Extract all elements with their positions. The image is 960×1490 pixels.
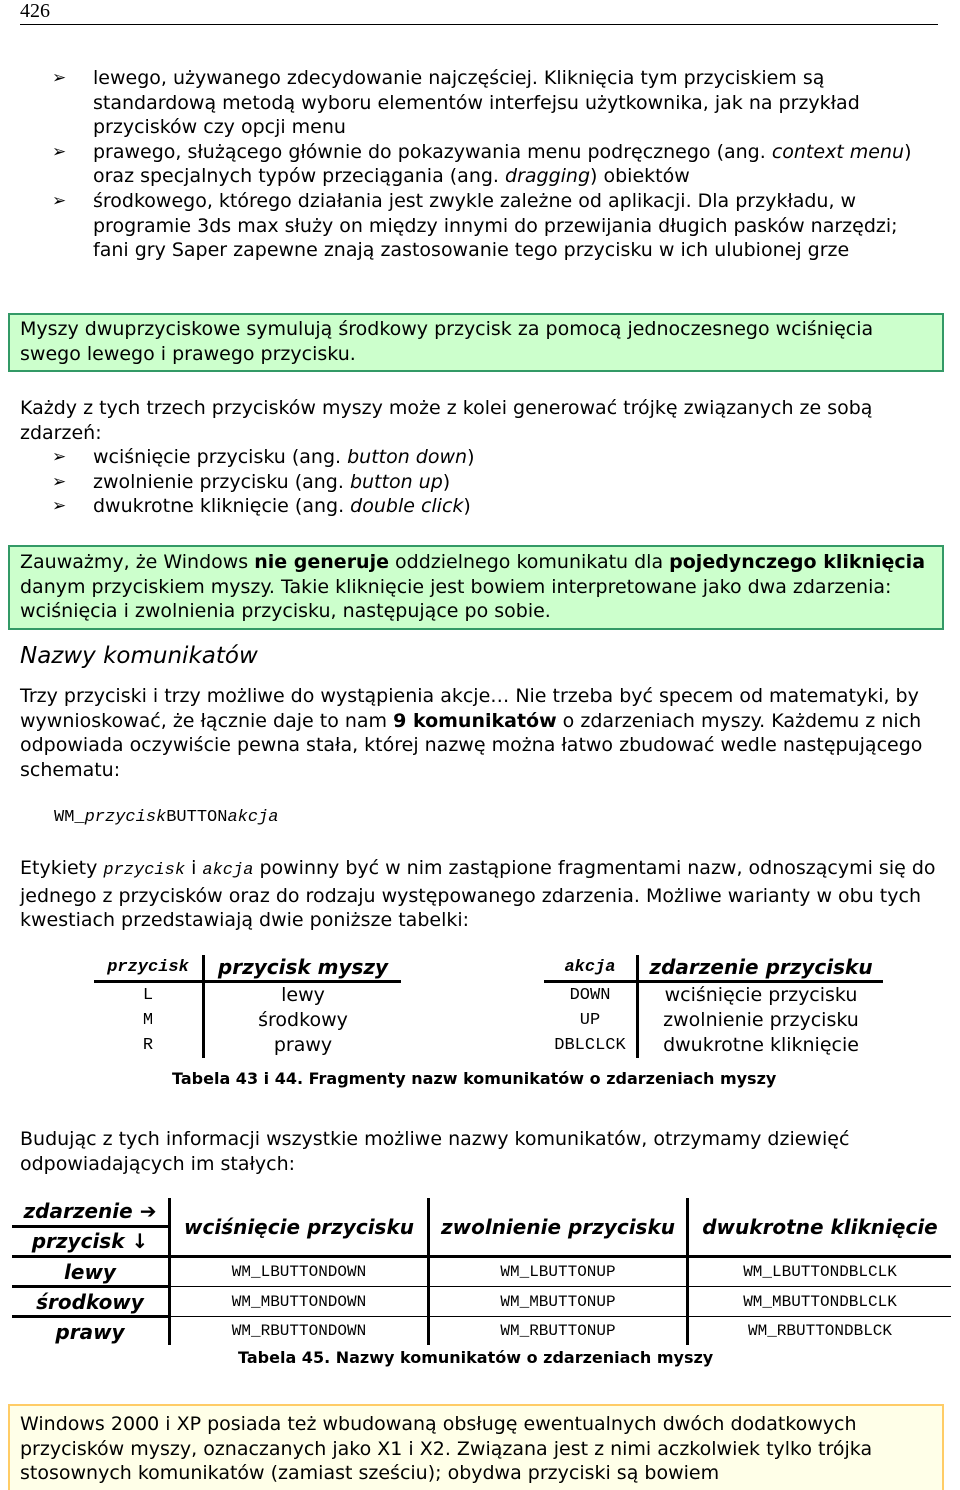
list-item-text: wciśnięcie przycisku (ang. [93, 446, 348, 468]
row-label: prawy [12, 1317, 170, 1346]
paragraph-text: Trzy przyciski i trzy możliwe do wystąpienia akcje… Nie trzeba być specem od matematyki, by wywnioskować, że łącznie daje to nam [20, 685, 919, 732]
section-paragraph [20, 684, 940, 782]
note-single-click [8, 545, 944, 630]
caption-table-45: Tabela 45. Nazwy komunikatów o zdarzeniach myszy [238, 1348, 714, 1367]
list-item-text: dwukrotne kliknięcie (ang. [93, 495, 351, 518]
table-cell: prawy [204, 1033, 402, 1058]
list-item [52, 66, 932, 140]
table-header: zwolnienie przycisku [429, 1198, 688, 1257]
section-title: Nazwy komunikatów [20, 643, 258, 669]
table-header: akcja [544, 955, 638, 982]
arrow-bullet-icon: ➢ [52, 496, 67, 517]
table-header-row [544, 955, 883, 982]
table-cell: R [142, 1036, 154, 1055]
table-corner [12, 1198, 170, 1257]
table-cell: WM_MBUTTONUP [429, 1287, 688, 1317]
list-item-text: ) oraz specjalnych typów przeciągania (ang. [93, 140, 912, 188]
list-item-text: zwolnienie przycisku (ang. [93, 470, 350, 493]
table-cell: zwolnienie przycisku [638, 1008, 884, 1033]
paragraph-emphasis: 9 komunikatów [393, 709, 557, 732]
table-header: wciśnięcie przycisku [170, 1198, 429, 1257]
table-row [94, 1008, 401, 1033]
page-number: 426 [20, 0, 50, 22]
arrow-bullet-icon: ➢ [52, 471, 67, 492]
arrow-bullet-icon: ➢ [52, 190, 67, 211]
arrow-down-icon: ↓ [131, 1229, 149, 1253]
caption-tables-43-44: Tabela 43 i 44. Fragmenty nazw komunikatów o zdarzeniach myszy [172, 1069, 777, 1088]
arrow-right-icon: ➔ [139, 1199, 157, 1223]
table-header: zdarzenie przycisku [638, 955, 884, 982]
arrow-bullet-icon: ➢ [52, 68, 67, 88]
table-header: dwukrotne kliknięcie [688, 1198, 952, 1257]
note-two-button-mouse [8, 313, 944, 372]
list-item-text: lewego, używanego zdecydowanie najczęściej. Kliknięcia tym przyciskiem są standardową metodą wyboru elementów interfejsu użytkownika, jak na przykład przycisków czy opcji menu [93, 67, 860, 139]
schema-placeholder: przycisk [84, 808, 167, 827]
corner-label-button: przycisk [31, 1229, 125, 1253]
table-cell: WM_LBUTTONDOWN [170, 1257, 429, 1287]
table-cell: DOWN [569, 986, 611, 1005]
schema-placeholder: akcja [227, 808, 279, 827]
table-actions [544, 955, 883, 1058]
note-text: Myszy dwuprzyciskowe symulują środkowy przycisk za pomocą jednoczesnego wciśnięcia swego lewego i prawego przycisku. [20, 318, 874, 365]
note-text: Windows 2000 i XP posiada też wbudowaną obsługę ewentualnych dwóch dodatkowych przycisków myszy, oznaczanych jako X1 i X2. Związana jest z nimi aczkolwiek tylko trójka stosownych komunikatów (zamiast sześciu); obydwa przyciski są bowiem [20, 1413, 873, 1485]
row-label: środkowy [12, 1287, 170, 1317]
table-cell: lewy [204, 982, 402, 1009]
table-cell: WM_RBUTTONDOWN [170, 1317, 429, 1346]
table-header-row [12, 1198, 951, 1257]
table-header: przycisk [94, 955, 204, 982]
paragraph-text: powinny być w nim zastąpione fragmentami nazw, odnoszącymi się do jednego z przycisków oraz do rodzaju występowanego zdarzenia. Możliwe warianty w obu tych kwestiach przedstawiają dwie poniższe tabelki: [20, 857, 936, 932]
table-header-row [94, 955, 401, 982]
table-row [12, 1317, 951, 1346]
schema-part: WM_ [54, 808, 85, 827]
table-cell: dwukrotne kliknięcie [638, 1033, 884, 1058]
paragraph-text: i [185, 857, 203, 879]
table-cell: WM_RBUTTONUP [429, 1317, 688, 1346]
list-item [52, 140, 932, 189]
table-row [94, 1033, 401, 1058]
table-cell: wciśnięcie przycisku [638, 982, 884, 1009]
list-item [52, 445, 932, 470]
note-emphasis: nie generuje [254, 551, 389, 573]
list-item-text: ) [442, 470, 451, 493]
events-intro: Każdy z tych trzech przycisków myszy może z kolei generować trójkę związanych ze sobą zdarzeń: [20, 397, 873, 444]
list-item-text: środkowego, którego działania jest zwykle zależne od aplikacji. Dla przykładu, w programie 3ds max służy on między innymi do przewijania długich pasków narzędzi; fani gry Saper zapewne znają zastosowanie tego przycisku w ich ulubionej grze [93, 189, 898, 262]
arrow-bullet-icon: ➢ [52, 447, 67, 467]
table-cell: WM_LBUTTONUP [429, 1257, 688, 1287]
mouse-button-list [52, 66, 932, 263]
term-english: button down [347, 446, 468, 468]
table-header: przycisk myszy [204, 955, 402, 982]
build-paragraph: Budując z tych informacji wszystkie możliwe nazwy komunikatów, otrzymamy dziewięć odpowiadających im stałych: [20, 1128, 850, 1175]
note-text: danym przyciskiem myszy. Takie kliknięcie jest bowiem interpretowane jako dwa zdarzenia: wciśnięcia i zwolnienia przycisku, następujące po sobie. [20, 575, 892, 623]
note-emphasis: pojedynczego kliknięcia [669, 551, 926, 573]
message-name-schema [54, 808, 278, 827]
list-item-text: ) obiektów [590, 165, 690, 188]
labels-paragraph [20, 856, 940, 933]
list-item-text: prawego, służącego głównie do pokazywania menu podręcznego (ang. [93, 140, 772, 163]
term-english: button up [349, 470, 443, 493]
paragraph-text: Etykiety [20, 857, 104, 879]
term-context-menu: context menu [771, 140, 905, 163]
term-english: double click [350, 495, 464, 518]
header-rule [20, 24, 938, 25]
table-row [544, 1008, 883, 1033]
note-extra-buttons [8, 1404, 944, 1490]
table-cell: WM_LBUTTONDBLCLK [688, 1257, 952, 1287]
table-row [544, 1033, 883, 1058]
list-item-text: ) [463, 495, 471, 518]
table-row [94, 982, 401, 1009]
arrow-bullet-icon: ➢ [52, 141, 67, 162]
events-list [52, 445, 932, 519]
table-messages [12, 1198, 951, 1345]
code-term: przycisk [103, 861, 186, 880]
schema-part: BUTTON [166, 808, 228, 827]
list-item [52, 189, 932, 263]
row-label: lewy [12, 1257, 170, 1287]
table-cell: UP [579, 1011, 601, 1030]
table-cell: WM_RBUTTONDBLCK [747, 1322, 893, 1340]
term-dragging: dragging [505, 165, 591, 188]
table-buttons [94, 955, 401, 1058]
table-cell: WM_MBUTTONDBLCLK [688, 1287, 952, 1317]
table-row [544, 982, 883, 1009]
code-term: akcja [202, 861, 254, 880]
list-item [52, 494, 932, 519]
table-row [12, 1257, 951, 1287]
corner-label-event: zdarzenie [23, 1199, 133, 1223]
paragraph-text: o zdarzeniach myszy. Każdemu z nich odpowiada oczywiście pewna stała, której nazwę można łatwo zbudować wedle następującego schematu: [20, 709, 923, 781]
table-cell: WM_MBUTTONDOWN [170, 1287, 429, 1317]
table-cell: M [142, 1011, 154, 1030]
list-item [52, 470, 932, 495]
table-row [12, 1287, 951, 1317]
table-cell: środkowy [204, 1008, 402, 1033]
note-text: Zauważmy, że Windows [20, 551, 255, 573]
note-text: oddzielnego komunikatu dla [389, 551, 670, 573]
list-item-text: ) [467, 446, 475, 468]
table-cell: DBLCLCK [554, 1036, 626, 1055]
table-cell: L [142, 986, 154, 1005]
